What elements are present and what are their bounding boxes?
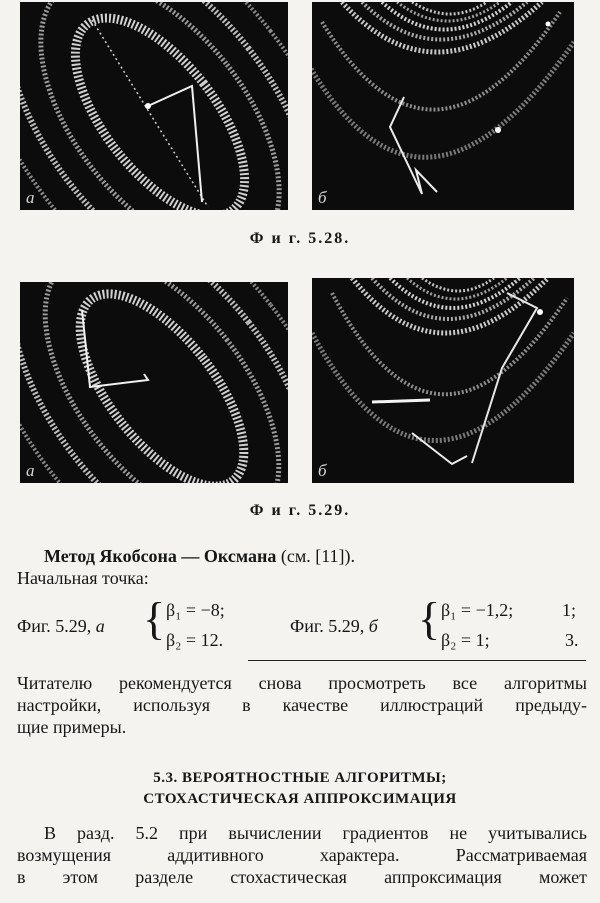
valley-contours-plot <box>312 278 574 483</box>
panel-label-a: а <box>26 461 35 480</box>
panel-label-b: б <box>318 461 327 480</box>
formula-a-label: Фиг. 5.29, а <box>17 616 105 636</box>
figure-5-28-panel-a <box>20 2 288 210</box>
section-heading-line2: СТОХАСТИЧЕСКАЯ АППРОКСИМАЦИЯ <box>143 791 457 807</box>
formula-rule <box>248 660 586 661</box>
paragraph-line: настройки, используя в качестве иллюстраций предыду- <box>17 695 587 715</box>
formula-b-beta2: β₂ = 1; <box>441 630 490 650</box>
figure-5-28-panel-b <box>312 2 574 210</box>
elliptic-contours-plot <box>20 2 288 210</box>
paragraph-line: щие примеры. <box>17 717 127 737</box>
elliptic-contours-plot <box>20 282 288 483</box>
paragraph-line: Читателю рекомендуется снова просмотреть все алгоритмы <box>17 673 587 693</box>
formula-a-beta2: β₂ = 12. <box>166 630 224 650</box>
start-point-label: Начальная точка: <box>17 568 149 588</box>
section-heading-line1: 5.3. ВЕРОЯТНОСТНЫЕ АЛГОРИТМЫ; <box>153 770 447 786</box>
figure-5-29-caption: Ф и г. 5.29. <box>249 502 351 519</box>
valley-contours-plot <box>312 2 574 210</box>
formula-a-beta1: β₁ = −8; <box>166 600 225 620</box>
method-reference: (см. [11]). <box>280 546 356 566</box>
paragraph-line: в этом разделе стохастическая аппроксимация может <box>17 867 587 887</box>
panel-label-a: а <box>26 188 35 207</box>
figure-5-29-panel-a <box>20 282 288 483</box>
panel-label-b: б <box>318 188 327 207</box>
formula-b-brace: { <box>418 593 441 644</box>
formula-b-beta1: β₁ = −1,2; <box>441 600 514 620</box>
figure-5-29-panel-b <box>312 278 574 483</box>
formula-a-sublabel: а <box>95 616 105 636</box>
formula-b-label: Фиг. 5.29, б <box>290 616 378 636</box>
formula-b-sublabel: б <box>368 616 378 636</box>
paragraph-line: возмущения аддитивного характера. Рассматриваемая <box>17 845 587 865</box>
formula-a-brace: { <box>143 593 166 644</box>
formula-b-beta1-alt: 1; <box>562 600 577 620</box>
method-title <box>44 546 355 567</box>
paragraph-line: В разд. 5.2 при вычислении градиентов не учитывались <box>44 823 587 843</box>
figure-5-28-caption: Ф и г. 5.28. <box>249 230 351 247</box>
formula-b-beta2-alt: 3. <box>565 630 579 650</box>
method-name: Метод Якобсона — Оксмана <box>44 546 277 566</box>
